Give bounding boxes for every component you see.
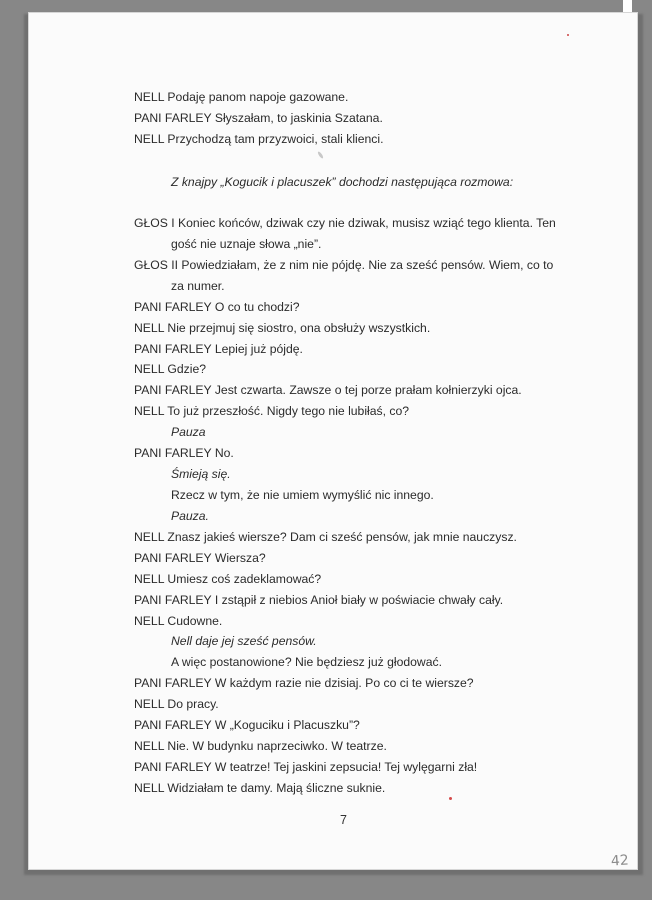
- handwritten-page-number: 42: [610, 852, 630, 870]
- document-page: [28, 12, 638, 870]
- dialogue-line: NELL Podaję panom napoje gazowane.: [134, 90, 349, 104]
- dialogue-line: NELL Cudowne.: [134, 614, 223, 628]
- dialogue-line: PANI FARLEY Słyszałam, to jaskinia Szatana.: [134, 111, 383, 125]
- dialogue-line: NELL Nie przejmuj się siostro, ona obsłuży wszystkich.: [134, 321, 431, 335]
- red-speck-small: [567, 34, 569, 36]
- dialogue-line: PANI FARLEY W teatrze! Tej jaskini zepsucia! Tej wylęgarni zła!: [134, 760, 478, 774]
- stage-direction: Z knajpy „Kogucik i placuszek” dochodzi następująca rozmowa:: [171, 175, 514, 189]
- page-number: 7: [340, 813, 347, 827]
- dialogue-continuation: Rzecz w tym, że nie umiem wymyślić nic innego.: [171, 488, 434, 502]
- stage-direction: Śmieją się.: [171, 467, 231, 481]
- dialogue-line: NELL Umiesz coś zadeklamować?: [134, 572, 322, 586]
- page-content: [28, 12, 638, 870]
- dialogue-line: PANI FARLEY I zstąpił z niebios Anioł biały w poświacie chwały cały.: [134, 593, 504, 607]
- dialogue-line: NELL To już przeszłość. Nigdy tego nie lubiłaś, co?: [134, 404, 410, 418]
- stage-direction: Nell daje jej sześć pensów.: [171, 634, 317, 648]
- dialogue-continuation: A więc postanowione? Nie będziesz już głodować.: [171, 655, 442, 669]
- dialogue-line: PANI FARLEY Lepiej już pójdę.: [134, 342, 303, 356]
- dialogue-line: PANI FARLEY W „Koguciku i Placuszku”?: [134, 718, 360, 732]
- dialogue-line: NELL Do pracy.: [134, 697, 219, 711]
- dialogue-line: NELL Gdzie?: [134, 362, 207, 376]
- stage-direction: Pauza.: [171, 509, 209, 523]
- dialogue-line: NELL Widziałam te damy. Mają śliczne suknie.: [134, 781, 386, 795]
- dialogue-line: NELL Przychodzą tam przyzwoici, stali klienci.: [134, 132, 384, 146]
- dialogue-line: PANI FARLEY Wiersza?: [134, 551, 266, 565]
- ink-speck: [317, 151, 324, 159]
- dialogue-line: GŁOS II Powiedziałam, że z nim nie pójdę. Nie za sześć pensów. Wiem, co to: [134, 258, 554, 272]
- dialogue-line: PANI FARLEY Jest czwarta. Zawsze o tej porze prałam kołnierzyki ojca.: [134, 383, 522, 397]
- dialogue-line: GŁOS I Koniec końców, dziwak czy nie dziwak, musisz wziąć tego klienta. Ten: [134, 216, 556, 230]
- dialogue-line: PANI FARLEY O co tu chodzi?: [134, 300, 300, 314]
- dialogue-continuation: za numer.: [171, 279, 225, 293]
- dialogue-continuation: gość nie uznaje słowa „nie”.: [171, 237, 322, 251]
- red-speck: [449, 797, 452, 800]
- stage-direction: Pauza: [171, 425, 206, 439]
- dialogue-line: PANI FARLEY No.: [134, 446, 234, 460]
- dialogue-line: NELL Znasz jakieś wiersze? Dam ci sześć pensów, jak mnie nauczysz.: [134, 530, 517, 544]
- dialogue-line: NELL Nie. W budynku naprzeciwko. W teatrze.: [134, 739, 387, 753]
- dialogue-line: PANI FARLEY W każdym razie nie dzisiaj. Po co ci te wiersze?: [134, 676, 474, 690]
